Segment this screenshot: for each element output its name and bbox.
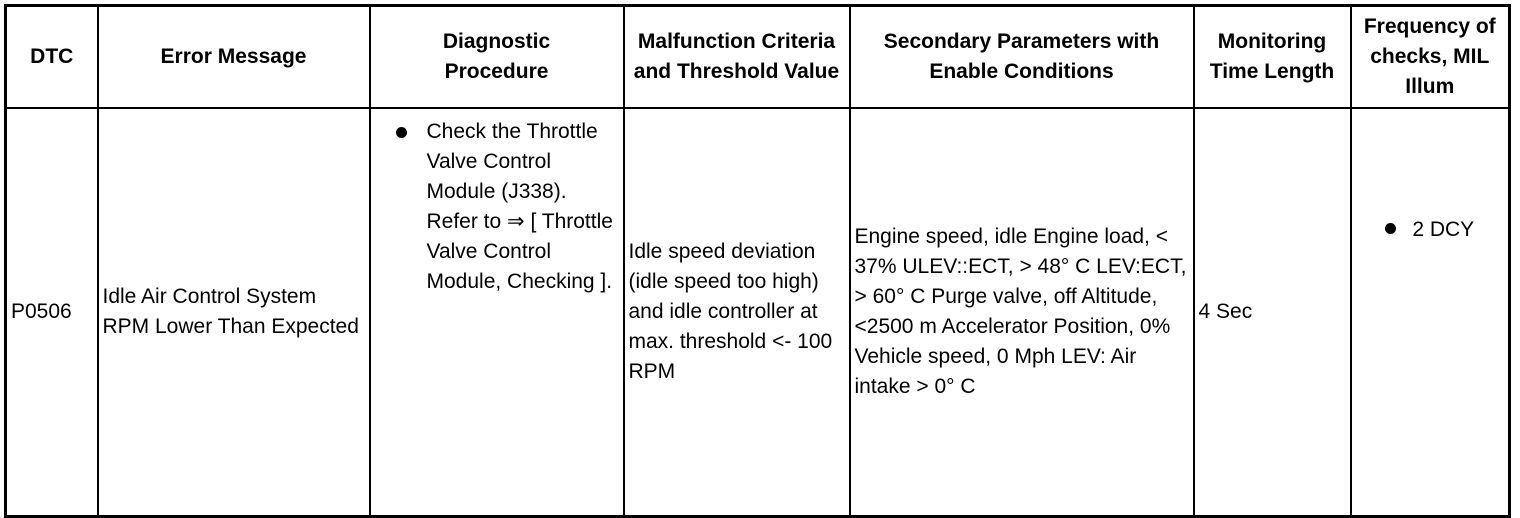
cell-monitoring-time: 4 Sec (1194, 108, 1351, 517)
bullet-icon (1385, 223, 1396, 234)
dtc-table (4, 4, 1511, 518)
frequency-value: 2 DCY (1412, 218, 1475, 241)
cell-frequency (1351, 108, 1510, 517)
cell-error-message: Idle Air Control System RPM Lower Than Expected (98, 108, 370, 517)
procedure-list (375, 117, 619, 297)
header-dtc: DTC (6, 6, 98, 109)
header-malfunction-criteria: Malfunction Criteria and Threshold Value (624, 6, 850, 109)
cell-malfunction-criteria: Idle speed deviation (idle speed too high) and idle controller at max. threshold <- 100 RPM (624, 108, 850, 517)
cell-diagnostic-procedure (370, 108, 624, 517)
header-error-message: Error Message (98, 6, 370, 109)
header-row (6, 6, 1510, 109)
header-diagnostic-procedure: Diagnostic Procedure (370, 6, 624, 109)
dtc-table-wrapper (4, 4, 1511, 518)
header-frequency: Frequency of checks, MIL Illum (1351, 6, 1510, 109)
cell-dtc: P0506 (6, 108, 98, 517)
table-row (6, 108, 1510, 517)
procedure-item: Check the Throttle Valve Control Module (J338). Refer to ⇒ [ Throttle Valve Control Module, Checking ]. (375, 117, 619, 297)
header-secondary-parameters: Secondary Parameters with Enable Conditions (850, 6, 1194, 109)
header-monitoring-time: Monitoring Time Length (1194, 6, 1351, 109)
cell-secondary-parameters: Engine speed, idle Engine load, < 37% ULEV::ECT, > 48° C LEV:ECT, > 60° C Purge valve, off Altitude, <2500 m Accelerator Position, 0% Vehicle speed, 0 Mph LEV: Air intake > 0° C (850, 108, 1194, 517)
